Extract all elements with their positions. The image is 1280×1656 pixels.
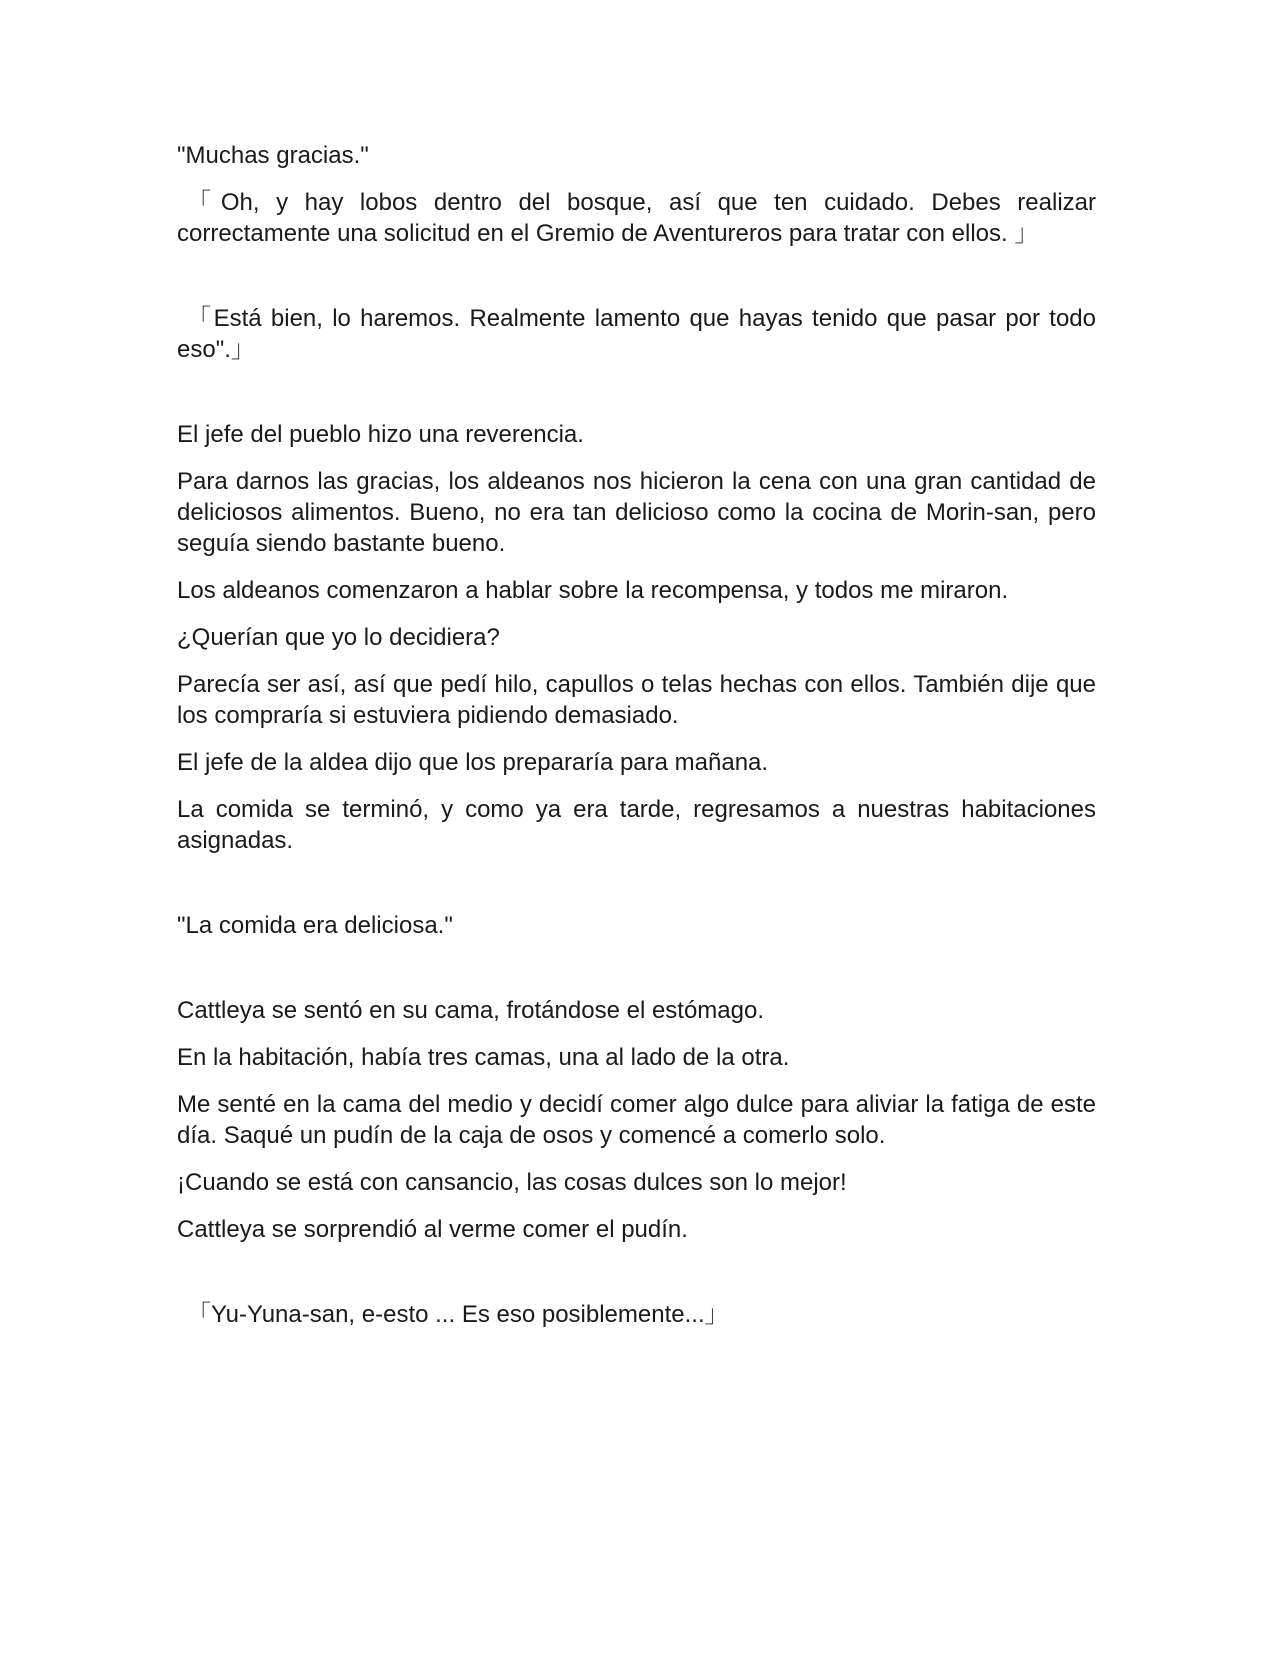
document-page — [177, 140, 1096, 1346]
paragraph-cattleya-surprised: Cattleya se sorprendió al verme comer el pudín. — [177, 1216, 688, 1243]
paragraph-dinner: Para darnos las gracias, los aldeanos nos hicieron la cena con una gran cantidad de deliciosos alimentos. Bueno, no era tan delicioso como la cocina de Morin-san, pero seguía siendo bastante bueno. — [177, 468, 1096, 557]
paragraph-request: Parecía ser así, así que pedí hilo, capullos o telas hechas con ellos. También dije que los compraría si estuviera pidiendo demasiado. — [177, 671, 1096, 729]
dialogue-thanks: "Muchas gracias." — [177, 142, 369, 169]
paragraph-cattleya-sat: Cattleya se sentó en su cama, frotándose el estómago. — [177, 997, 765, 1024]
paragraph-three-beds: En la habitación, había tres camas, una al lado de la otra. — [177, 1044, 790, 1071]
dialogue-delicious: "La comida era deliciosa." — [177, 912, 453, 939]
dialogue-wolves-warning: 「Oh, y hay lobos dentro del bosque, así que ten cuidado. Debes realizar correctamente una solicitud en el Gremio de Aventureros para tratar con ellos. 」 — [177, 189, 1096, 247]
paragraph-village-chief-bow: El jefe del pueblo hizo una reverencia. — [177, 421, 584, 448]
paragraph-question: ¿Querían que yo lo decidiera? — [177, 624, 500, 651]
paragraph-pudding: Me senté en la cama del medio y decidí comer algo dulce para aliviar la fatiga de este día. Saqué un pudín de la caja de osos y comencé a comerlo solo. — [177, 1091, 1096, 1149]
paragraph-chief-prepare: El jefe de la aldea dijo que los prepararía para mañana. — [177, 749, 769, 776]
dialogue-apology: 「Está bien, lo haremos. Realmente lamento que hayas tenido que pasar por todo eso".」 — [177, 305, 1096, 363]
paragraph-reward-talk: Los aldeanos comenzaron a hablar sobre la recompensa, y todos me miraron. — [177, 577, 1009, 604]
paragraph-sweets-best: ¡Cuando se está con cansancio, las cosas dulces son lo mejor! — [177, 1169, 847, 1196]
dialogue-yuna-question: 「Yu-Yuna-san, e-esto ... Es eso posiblemente...」 — [187, 1301, 729, 1328]
paragraph-meal-ended: La comida se terminó, y como ya era tarde, regresamos a nuestras habitaciones asignadas. — [177, 796, 1096, 854]
